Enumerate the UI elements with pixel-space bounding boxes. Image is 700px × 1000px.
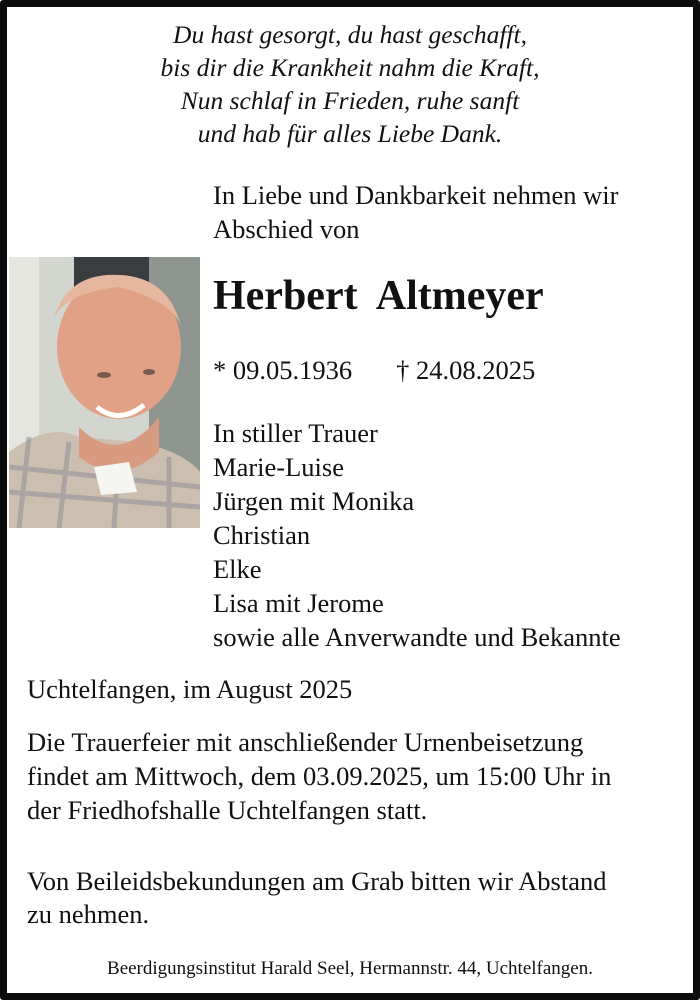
life-dates: [213, 353, 535, 387]
mourner-line: sowie alle Anverwandte und Bekannte: [213, 622, 621, 652]
mourner-line: In stiller Trauer: [213, 418, 378, 448]
ceremony-info: [27, 725, 611, 827]
deceased-name: Herbert Altmeyer: [213, 273, 544, 319]
intro-line: Abschied von: [213, 214, 360, 244]
poem-line: Du hast gesorgt, du hast geschafft,: [173, 20, 527, 49]
mourner-line: Elke: [213, 554, 262, 584]
mourner-line: Marie-Luise: [213, 452, 344, 482]
poem-line: Nun schlaf in Frieden, ruhe sanft: [180, 86, 520, 115]
condolence-line: zu nehmen.: [27, 899, 150, 929]
ceremony-line: findet am Mittwoch, dem 03.09.2025, um 15:00 Uhr in: [27, 761, 612, 791]
deceased-photo: [9, 257, 200, 528]
condolence-note: [27, 865, 606, 931]
mourners-list: [213, 416, 621, 654]
ceremony-line: Die Trauerfeier mit anschließender Urnenbeisetzung: [27, 727, 584, 757]
place-date: Uchtelfangen, im August 2025: [27, 674, 353, 704]
mourner-line: Jürgen mit Monika: [213, 486, 415, 516]
intro-text: [213, 178, 618, 246]
ceremony-line: der Friedhofshalle Uchtelfangen statt.: [27, 795, 428, 825]
poem-line: und hab für alles Liebe Dank.: [197, 119, 503, 148]
funeral-home-footer: Beerdigungsinstitut Harald Seel, Hermannstr. 44, Uchtelfangen.: [107, 958, 593, 979]
poem: [0, 18, 700, 150]
mourner-line: Christian: [213, 520, 311, 550]
condolence-line: Von Beileidsbekundungen am Grab bitten wir Abstand: [27, 866, 607, 896]
death-date: † 24.08.2025: [396, 355, 536, 385]
poem-line: bis dir die Krankheit nahm die Kraft,: [160, 53, 540, 82]
birth-date: * 09.05.1936: [213, 355, 353, 385]
mourner-line: Lisa mit Jerome: [213, 588, 384, 618]
intro-line: In Liebe und Dankbarkeit nehmen wir: [213, 180, 619, 210]
